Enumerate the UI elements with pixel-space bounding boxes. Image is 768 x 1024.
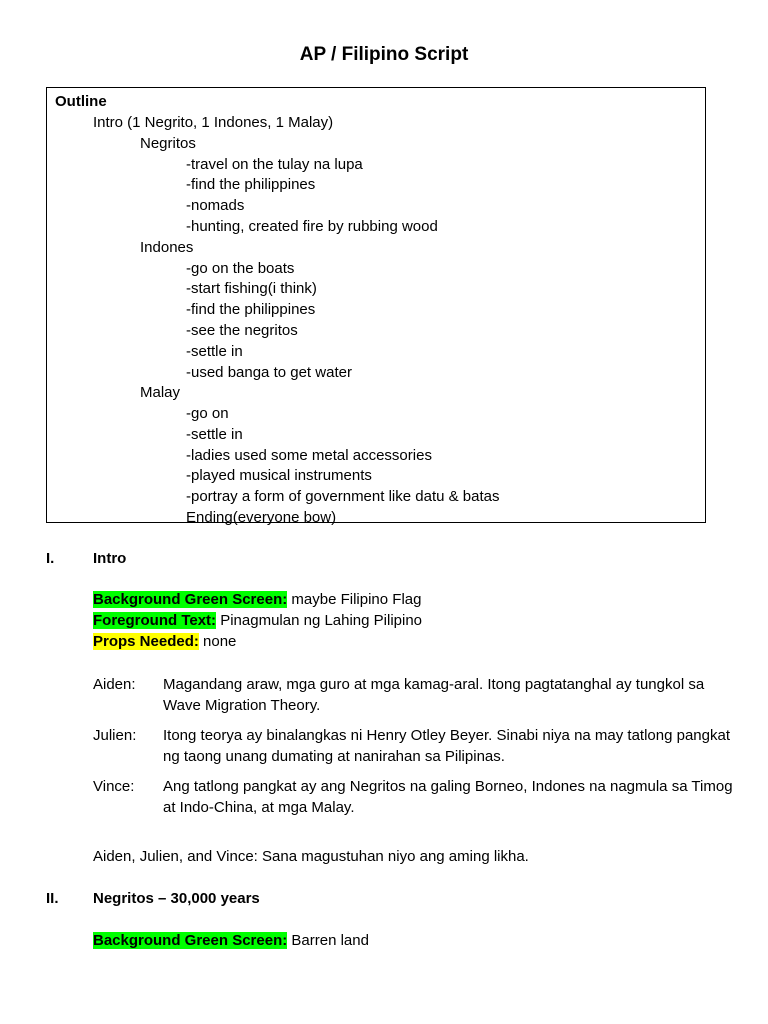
outline-item: -nomads <box>186 197 245 214</box>
speech-text: Magandang araw, mga guro at mga kamag-aral. Itong pagtatanghal ay tungkol sa Wave Migration Theory. <box>163 676 705 714</box>
speaker-name: Aiden: <box>93 676 136 693</box>
outline-item: -go on <box>186 405 229 422</box>
background-label: Background Green Screen: <box>93 591 288 608</box>
section-number: II. <box>46 890 59 907</box>
foreground-note <box>93 612 422 629</box>
foreground-value: Pinagmulan ng Lahing Pilipino <box>216 612 423 629</box>
background-label: Background Green Screen: <box>93 932 288 949</box>
outline-item: Negritos <box>140 135 196 152</box>
outline-item: -settle in <box>186 343 243 360</box>
speaker-name: Vince: <box>93 778 135 795</box>
closing-line: Aiden, Julien, and Vince: Sana magustuhan niyo ang aming likha. <box>93 848 529 865</box>
outline-item: -used banga to get water <box>186 364 352 381</box>
outline-item: -hunting, created fire by rubbing wood <box>186 218 438 235</box>
outline-item: -find the philippines <box>186 301 316 318</box>
section-number: I. <box>46 550 55 567</box>
section-title: Intro <box>93 550 127 567</box>
speech-text: Ang tatlong pangkat ay ang Negritos na galing Borneo, Indones na nagmula sa Timog at Indo-China, at mga Malay. <box>163 778 733 816</box>
outline-item: Malay <box>140 384 181 401</box>
background-value: Barren land <box>287 932 369 949</box>
foreground-label: Foreground Text: <box>93 612 217 629</box>
outline-item: Indones <box>140 239 194 256</box>
outline-item: Intro (1 Negrito, 1 Indones, 1 Malay) <box>93 114 334 131</box>
background-value: maybe Filipino Flag <box>287 591 422 608</box>
speech-text: Itong teorya ay binalangkas ni Henry Otley Beyer. Sinabi niya na may tatlong pangkat ng taong unang dumating at nanirahan sa Pilipinas. <box>163 727 731 765</box>
outline-item: -see the negritos <box>186 322 298 339</box>
props-note <box>93 633 236 650</box>
props-label: Props Needed: <box>93 633 199 650</box>
speaker-name: Julien: <box>93 727 137 744</box>
outline-item: -settle in <box>186 426 243 443</box>
outline-item: -go on the boats <box>186 260 295 277</box>
outline-item: -find the philippines <box>186 176 316 193</box>
outline-item: -portray a form of government like datu & batas <box>186 488 500 505</box>
background-note <box>93 591 421 608</box>
background-note <box>93 932 369 949</box>
props-value: none <box>198 633 237 650</box>
outline-item: -ladies used some metal accessories <box>186 447 432 464</box>
section-title: Negritos – 30,000 years <box>93 890 260 907</box>
document-title: AP / Filipino Script <box>299 44 469 65</box>
outline-box <box>46 87 706 526</box>
outline-item: -start fishing(i think) <box>186 280 317 297</box>
outline-heading: Outline <box>55 93 107 110</box>
outline-item: Ending(everyone bow) <box>186 509 337 526</box>
outline-item: -travel on the tulay na lupa <box>186 156 363 173</box>
outline-item: -played musical instruments <box>186 467 372 484</box>
